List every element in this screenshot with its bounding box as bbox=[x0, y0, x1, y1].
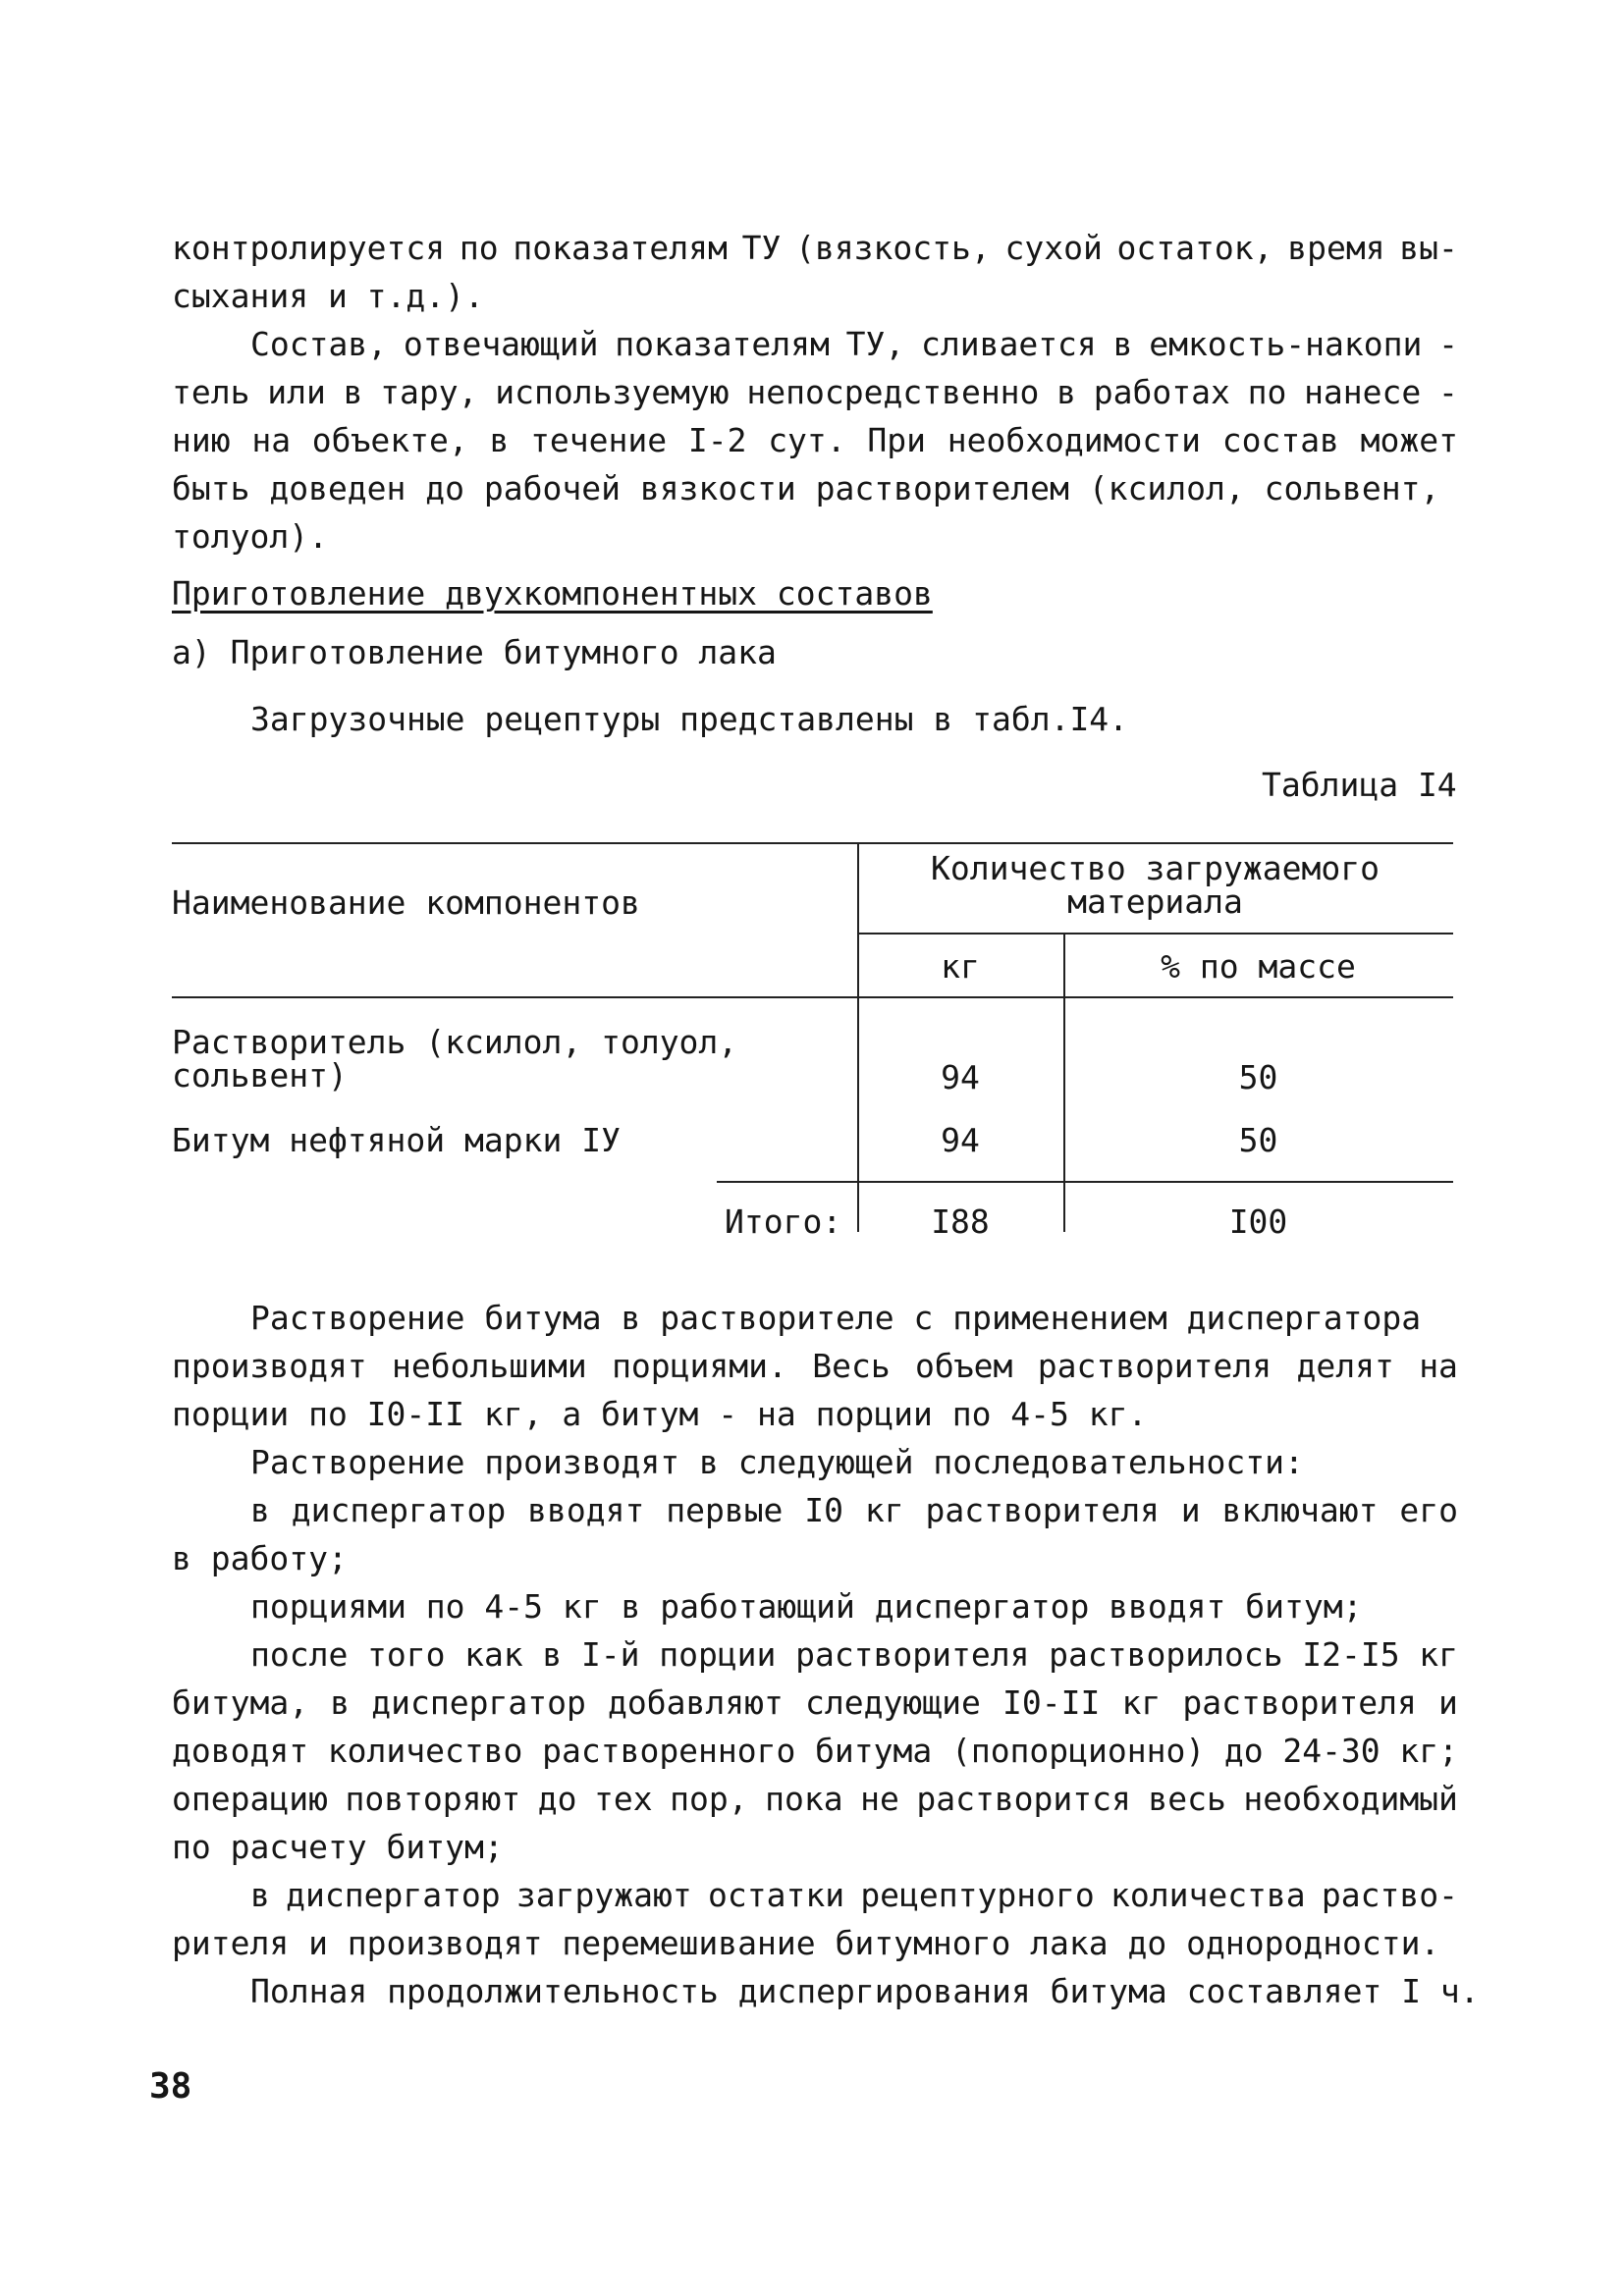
text-line: Состав, отвечающий показателям ТУ, сливается в емкость-накопи - bbox=[250, 325, 1458, 363]
text-line: рителя и производят перемешивание битумного лака до однородности. bbox=[172, 1924, 1440, 1962]
text-line: по расчету битум; bbox=[172, 1828, 504, 1866]
text-line: нию на объекте, в течение I-2 сут. При необходимости состав может bbox=[172, 421, 1458, 459]
table-top-rule bbox=[172, 842, 1453, 844]
table-header-rule bbox=[172, 996, 1453, 998]
col-header-pct: % по массе bbox=[1161, 947, 1356, 986]
col-header-qty-line2: материала bbox=[1067, 882, 1243, 921]
text-line: доводят количество растворенного битума (попорционно) до 24-30 кг; bbox=[172, 1732, 1458, 1770]
text-line: Растворение битума в растворителе с применением диспергатора bbox=[250, 1299, 1422, 1337]
row-name-line2: сольвент) bbox=[172, 1056, 348, 1095]
row-pct: 50 bbox=[1238, 1058, 1278, 1096]
col-header-qty-line1: Количество загружаемого bbox=[931, 849, 1380, 887]
text-line: контролируется по показателям ТУ (вязкость, сухой остаток, время вы- bbox=[172, 229, 1458, 267]
subsection-block bbox=[172, 628, 1458, 676]
col-header-kg: кг bbox=[941, 947, 980, 986]
row-kg: 94 bbox=[941, 1058, 980, 1096]
text-line: в работу; bbox=[172, 1539, 348, 1577]
text-line: сыхания и т.д.). bbox=[172, 277, 484, 315]
intro-paragraph bbox=[172, 224, 1458, 561]
recipe-ref-block bbox=[172, 695, 1458, 743]
text-line: в диспергатор загружают остатки рецептурного количества раство- bbox=[250, 1876, 1458, 1914]
page-number: 38 bbox=[149, 2066, 192, 2107]
text-line: порции по I0-II кг, а битум - на порции по 4-5 кг. bbox=[172, 1395, 1148, 1433]
text-line: битума, в диспергатор добавляют следующие I0-II кг растворителя и bbox=[172, 1683, 1458, 1722]
total-kg: I88 bbox=[931, 1202, 990, 1241]
text-line: быть доведен до рабочей вязкости растворителем (ксилол, сольвент, bbox=[172, 469, 1440, 507]
total-label: Итого: bbox=[725, 1202, 842, 1241]
table-qty-rule bbox=[857, 933, 1453, 934]
text-line: Полная продолжительность диспергирования битума составляет I ч. bbox=[250, 1972, 1480, 2010]
text-line: после того как в I-й порции растворителя растворилось I2-I5 кг bbox=[250, 1635, 1458, 1674]
recipe-reference: Загрузочные рецептуры представлены в табл.I4. bbox=[250, 700, 1129, 738]
text-line: в диспергатор вводят первые I0 кг растворителя и включают его bbox=[250, 1491, 1458, 1529]
text-line: операцию повторяют до тех пор, пока не растворится весь необходимый bbox=[172, 1780, 1458, 1818]
subsection-title: а) Приготовление битумного лака bbox=[172, 633, 777, 671]
text-line: порциями по 4-5 кг в работающий диспергатор вводят битум; bbox=[250, 1587, 1363, 1626]
col-header-qty bbox=[857, 849, 1453, 921]
section-heading: Приготовление двухкомпонентных составов bbox=[172, 574, 933, 613]
total-pct: I00 bbox=[1228, 1202, 1288, 1241]
table-row-name: Битум нефтяной марки IУ bbox=[172, 1121, 621, 1159]
table-caption: Таблица I4 bbox=[1262, 766, 1457, 804]
row-name-line1: Растворитель (ксилол, толуол, bbox=[172, 1023, 738, 1061]
row-pct: 50 bbox=[1238, 1121, 1278, 1159]
text-line: толуол). bbox=[172, 517, 328, 556]
body-paragraph bbox=[172, 1294, 1480, 2015]
row-kg: 94 bbox=[941, 1121, 980, 1159]
table-total-rule bbox=[717, 1181, 1453, 1183]
text-line: Растворение производят в следующей последовательности: bbox=[250, 1443, 1304, 1481]
text-line: производят небольшими порциями. Весь объем растворителя делят на bbox=[172, 1347, 1458, 1385]
col-header-name: Наименование компонентов bbox=[172, 883, 640, 922]
text-line: тель или в тару, используемую непосредственно в работах по нанесе - bbox=[172, 373, 1458, 411]
section-heading-block bbox=[172, 569, 1458, 617]
table-row-name bbox=[172, 1023, 738, 1095]
